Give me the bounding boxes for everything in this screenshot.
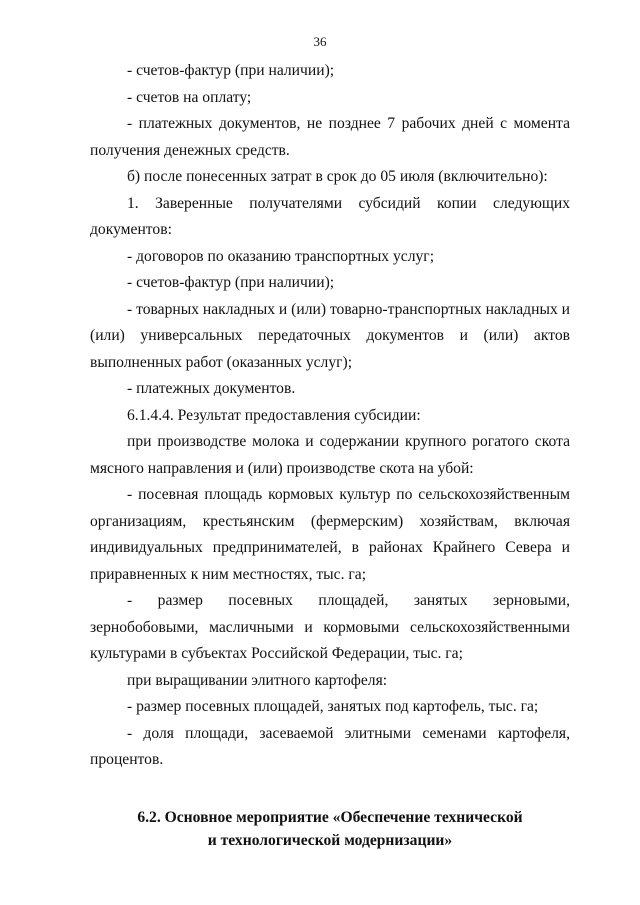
list-item-elite-seed-share: - доля площади, засеваемой элитными семенами картофеля, процентов.	[90, 724, 570, 768]
section-6-1-4-4: 6.1.4.4. Результат предоставления субсидии:	[127, 406, 421, 424]
paragraph-elite-potato: при выращивании элитного картофеля:	[127, 671, 388, 689]
list-item-waybills: - товарных накладных и (или) товарно-транспортных накладных и (или) универсальных передаточных документов и (или) актов выполненных работ (оказанных услуг);	[90, 300, 570, 371]
heading-line-2: и технологической модернизации»	[207, 832, 453, 849]
list-item-invoices-2: - счетов-фактур (при наличии);	[127, 274, 335, 291]
list-item-potato-area: - размер посевных площадей, занятых под картофель, тыс. га;	[127, 698, 539, 715]
list-item-payment-documents-2: - платежных документов.	[127, 380, 296, 397]
list-item-invoices: - счетов-фактур (при наличии);	[127, 62, 335, 79]
body-text	[90, 58, 570, 774]
paragraph-after-costs: б) после понесенных затрат в срок до 05 июля (включительно):	[127, 168, 548, 185]
page-number: 36	[313, 34, 327, 49]
section-heading-6-2	[90, 806, 570, 852]
paragraph-milk-cattle: при производстве молока и содержании крупного рогатого скота мясного направления и (или) производстве скота на убой:	[90, 433, 570, 477]
heading-line-1: 6.2. Основное мероприятие «Обеспечение технической	[137, 809, 523, 826]
list-item-transport-contracts: - договоров по оказанию транспортных услуг;	[127, 247, 435, 265]
list-item-payment-bills: - счетов на оплату;	[127, 88, 252, 106]
list-item-fodder-area: - посевная площадь кормовых культур по сельскохозяйственным организациям, крестьянским (фермерским) хозяйствам, включая индивидуальных предпринимателей, в районах Крайнего Севера и приравненных к ним местностях, тыс. га;	[90, 486, 570, 583]
list-item-payment-documents: - платежных документов, не позднее 7 рабочих дней с момента получения денежных средств.	[90, 115, 570, 159]
paragraph-certified-copies: 1. Заверенные получателями субсидий копии следующих документов:	[90, 194, 570, 238]
list-item-grain-area: - размер посевных площадей, занятых зерновыми, зернобобовыми, масличными и кормовыми сельскохозяйственными культурами в субъектах Российской Федерации, тыс. га;	[90, 592, 570, 662]
